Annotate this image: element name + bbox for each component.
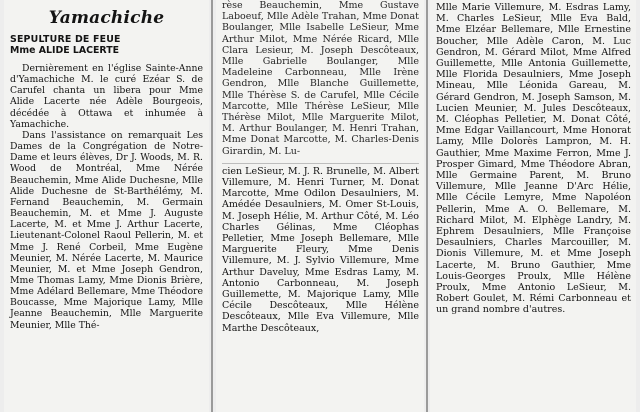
article-subhead-name: Mme ALIDE LACERTE — [10, 45, 119, 56]
column-2 — [216, 0, 424, 412]
column-3-text: Mlle Marie Villemure, M. Esdras Lamy, M. Charles LeSieur, Mlle Eva Bald, Mme Elzéar Bellemare, Mlle Ernestine Boucher, Mlle Adèle Caron, M. Luc Gendron, M. Gérard Milot, Mme Alfred Guillemette, Mlle Antonia Guillemette, Mlle Florida Desaulniers, Mme Joseph Mineau, Mlle Léonida Gareau, M. Gérard Gendron, M. Joseph Samson, M. Lucien Meunier, M. Jules Descôteaux, M. Cléophas Pelletier, M. Donat Côté, Mme Edgar Vaillancourt, Mme Honorat Lamy, Mlle Dolorès Lampron, M. H. Gauthier, Mme Maxime Ferron, Mme J. Prosper Gimard, Mme Théodore Abran, Mlle Germaine Parent, M. Bruno Villemure, Mlle Jeanne D'Arc Hélie, Mlle Cécile Lemyre, Mme Napoléon Pellerin, Mme A. O. Bellemare, M. Richard Milot, M. Elphège Landry, M. Ephrem Desaulniers, Mlle Françoise Desaulniers, Charles Marcouiller, M. Dionis Villemure, M. et Mme Joseph Lacerte, M. Bruno Gauthier, Mme Louis-Georges Proulx, Mlle Hélène Proulx, Mme Antonio LeSieur, M. Robert Goulet, M. Rémi Carbonneau et un grand nombre d'autres. — [436, 2, 631, 316]
article-subhead: SEPULTURE DE FEUE — [10, 34, 121, 45]
column-divider — [211, 0, 213, 412]
column-2-upper-text: rèse Beauchemin, Mme Gustave Laboeuf, Mlle Adèle Trahan, Mme Donat Boulanger, Mlle Isabelle LeSieur, Mme Arthur Milot, Mme Nérée Ricard, Mlle Clara Lesieur, M. Joseph Descôteaux, Mlle Gabrielle Boulanger, Mlle Madeleine Carbonneau, Mlle Irène Gendron, Mlle Blanche Guillemette, Mlle Thérèse S. de Carufel, Mlle Cécile Marcotte, Mlle Thérèse LeSieur, Mlle Thérèse Milot, Mlle Marguerite Milot, M. Arthur Boulanger, M. Henri Trahan, Mme Donat Marcotte, M. Charles-Denis Girardin, M. Lu- — [222, 0, 419, 157]
paragraph-2: Dans l'assistance on remarquait Les Dames de la Congrégation de Notre-Dame et leurs élèves, Dr J. Woods, M. R. Wood de Montréal, Mme Nérée Beauchemin, Mme Alide Duchesne, Mlle Alide Duchesne de St-Barthélémy, M. Fernand Beauchemin, M. Germain Beauchemin, M. et Mme J. Auguste Lacerte, M. et Mme J. Arthur Lacerte, Lieutenant-Colonel Raoul Pellerin, M. et Mme J. René Corbeil, Mme Eugène Meunier, M. Nérée Lacerte, M. Maurice Meunier, M. et Mme Joseph Gendron, Mme Thomas Lamy, Mme Dionis Brière, Mme Adélard Bellemare, Mme Théodore Boucasse, Mme Majorique Lamy, Mlle Jeanne Beauchemin, Mlle Marguerite Meunier, Mlle Thé- — [10, 129, 203, 331]
column-divider — [426, 0, 428, 412]
column-2-lower-text: cien LeSieur, M. J. R. Brunelle, M. Albert Villemure, M. Henri Turner, M. Donat Marcotte, Mme Odilon Desaulniers, M. Amédée Desaulniers, M. Omer St-Louis, M. Joseph Hélie, M. Arthur Côté, M. Léo Charles Gélinas, Mme Cléophas Pelletier, Mme Joseph Bellemare, Mlle Marguerite Fleury, Mme Denis Villemure, M. J. Sylvio Villemure, Mme Arthur Daveluy, Mme Esdras Lamy, M. Antonio Carbonneau, M. Joseph Guillemette, M. Majorique Lamy, Mlle Cécile Descôteaux, Mlle Hélène Descôteaux, Mlle Eva Villemure, Mlle Marthe Descôteaux, — [222, 163, 419, 334]
column-1 — [4, 0, 209, 412]
paragraph-1: Dernièrement en l'église Sainte-Anne d'Yamachiche M. le curé Ezéar S. de Carufel chanta un libera pour Mme Alide Lacerte née Adèle Bourgeois, décédée à Ottawa et inhumée à Yamachiche. — [10, 63, 203, 130]
article-title: Yamachiche — [48, 8, 165, 28]
column-3 — [430, 0, 636, 412]
